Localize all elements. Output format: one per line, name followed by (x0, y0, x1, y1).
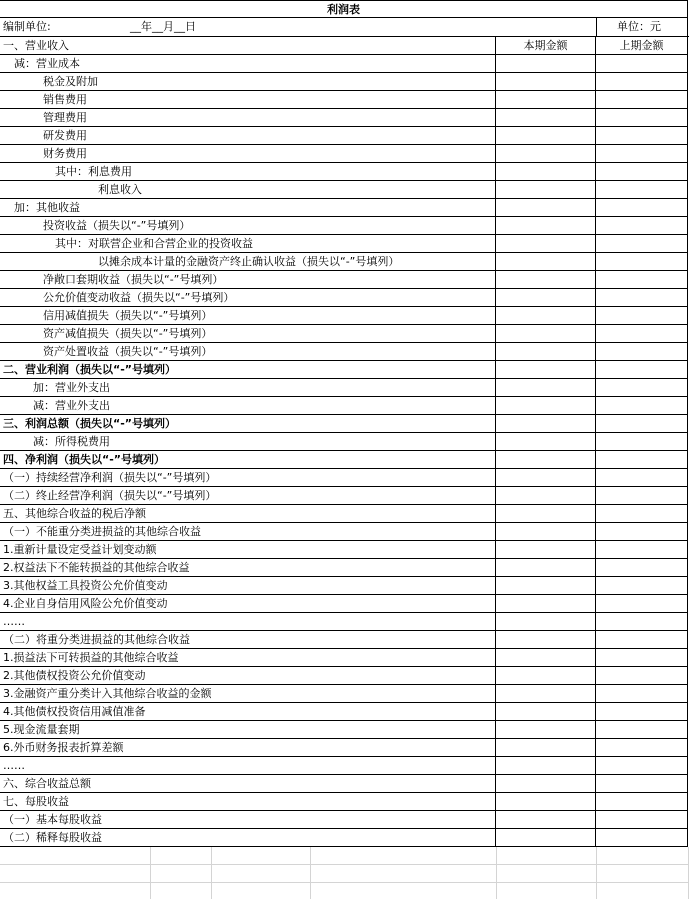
previous-amount-cell[interactable] (596, 379, 688, 397)
previous-amount-cell[interactable] (596, 703, 688, 721)
current-amount-cell[interactable] (496, 703, 596, 721)
table-row (0, 199, 689, 217)
previous-amount-cell[interactable] (596, 757, 688, 775)
table-row (0, 433, 689, 451)
current-amount-cell[interactable] (496, 613, 596, 631)
row-label: 3.金融资产重分类计入其他综合收益的金额 (0, 685, 496, 703)
table-row (0, 739, 689, 757)
previous-amount-cell[interactable] (596, 343, 688, 361)
previous-amount-cell[interactable] (596, 631, 688, 649)
table-row (0, 397, 689, 415)
current-amount-cell[interactable] (496, 109, 596, 127)
previous-amount-cell[interactable] (596, 685, 688, 703)
row-label: 信用减值损失（损失以“-”号填列） (0, 307, 496, 325)
current-amount-cell[interactable] (496, 559, 596, 577)
current-amount-cell[interactable] (496, 379, 596, 397)
previous-amount-cell[interactable] (596, 271, 688, 289)
row-label: 四、净利润（损失以“-”号填列） (0, 451, 496, 469)
table-row (0, 487, 689, 505)
previous-amount-cell[interactable] (596, 667, 688, 685)
previous-amount-cell[interactable] (596, 325, 688, 343)
table-row (0, 595, 689, 613)
previous-amount-cell[interactable] (596, 127, 688, 145)
current-amount-cell[interactable] (496, 523, 596, 541)
row-label: 资产处置收益（损失以“-”号填列） (0, 343, 496, 361)
current-amount-cell[interactable] (496, 127, 596, 145)
current-amount-cell[interactable] (496, 325, 596, 343)
table-row (0, 541, 689, 559)
row-label: 1.重新计量设定受益计划变动额 (0, 541, 496, 559)
previous-amount-cell[interactable] (596, 361, 688, 379)
current-amount-cell[interactable] (496, 541, 596, 559)
previous-amount-cell[interactable] (596, 721, 688, 739)
table-row (0, 811, 689, 829)
previous-amount-cell[interactable] (596, 487, 688, 505)
row-label: 2.其他债权投资公允价值变动 (0, 667, 496, 685)
row-label: 3.其他权益工具投资公允价值变动 (0, 577, 496, 595)
previous-amount-cell[interactable] (596, 55, 688, 73)
previous-amount-cell[interactable] (596, 523, 688, 541)
current-amount-cell[interactable] (496, 487, 596, 505)
table-row (0, 451, 689, 469)
current-amount-cell[interactable] (496, 217, 596, 235)
previous-amount-cell[interactable] (596, 199, 688, 217)
row-label: 以摊余成本计量的金融资产终止确认收益（损失以“-”号填列） (0, 253, 496, 271)
table-row (0, 37, 689, 55)
current-amount-cell[interactable] (496, 757, 596, 775)
current-amount-cell[interactable] (496, 181, 596, 199)
previous-amount-cell[interactable] (596, 397, 688, 415)
current-amount-cell[interactable] (496, 469, 596, 487)
previous-amount-cell[interactable] (596, 109, 688, 127)
previous-amount-cell[interactable] (596, 595, 688, 613)
table-row (0, 163, 689, 181)
table-row (0, 55, 689, 73)
current-amount-cell[interactable] (496, 163, 596, 181)
current-amount-cell[interactable] (496, 649, 596, 667)
row-label: …… (0, 757, 496, 775)
row-label: 二、营业利润（损失以“-”号填列） (0, 361, 496, 379)
row-label: 其中：对联营企业和合营企业的投资收益 (0, 235, 496, 253)
table-row (0, 217, 689, 235)
row-label: （一）不能重分类进损益的其他综合收益 (0, 523, 496, 541)
table-row (0, 829, 689, 847)
meta-row (0, 18, 689, 37)
previous-amount-cell[interactable] (596, 649, 688, 667)
current-amount-cell[interactable] (496, 199, 596, 217)
current-amount-cell[interactable] (496, 361, 596, 379)
table-row (0, 235, 689, 253)
row-label: 资产减值损失（损失以“-”号填列） (0, 325, 496, 343)
current-amount-cell[interactable] (496, 91, 596, 109)
previous-amount-cell[interactable] (596, 469, 688, 487)
previous-amount-cell[interactable] (596, 163, 688, 181)
current-amount-cell[interactable] (496, 667, 596, 685)
previous-amount-cell[interactable] (596, 613, 688, 631)
current-amount-cell[interactable] (496, 721, 596, 739)
current-amount-cell[interactable] (496, 739, 596, 757)
current-amount-cell[interactable] (496, 505, 596, 523)
current-amount-cell[interactable] (496, 397, 596, 415)
row-label: 减：营业成本 (0, 55, 496, 73)
current-amount-cell[interactable] (496, 271, 596, 289)
row-label: 管理费用 (0, 109, 496, 127)
table-row (0, 127, 689, 145)
table-row (0, 415, 689, 433)
row-label: 税金及附加 (0, 73, 496, 91)
row-label: （一）持续经营净利润（损失以“-”号填列） (0, 469, 496, 487)
table-row (0, 631, 689, 649)
table-row (0, 325, 689, 343)
row-label: 净敞口套期收益（损失以“-”号填列） (0, 271, 496, 289)
previous-amount-cell[interactable] (596, 829, 688, 847)
previous-amount-cell[interactable] (596, 181, 688, 199)
table-row (0, 577, 689, 595)
row-label: 4.企业自身信用风险公允价值变动 (0, 595, 496, 613)
row-label: （二）终止经营净利润（损失以“-”号填列） (0, 487, 496, 505)
table-row (0, 289, 689, 307)
table-row (0, 145, 689, 163)
table-row (0, 523, 689, 541)
row-label: （二）将重分类进损益的其他综合收益 (0, 631, 496, 649)
table-row (0, 685, 689, 703)
row-label: 投资收益（损失以“-”号填列） (0, 217, 496, 235)
table-row (0, 91, 689, 109)
current-amount-cell[interactable] (496, 343, 596, 361)
table-row (0, 613, 689, 631)
current-amount-cell[interactable] (496, 775, 596, 793)
row-label: 五、其他综合收益的税后净额 (0, 505, 496, 523)
table-row (0, 721, 689, 739)
previous-amount-cell[interactable] (596, 559, 688, 577)
previous-amount-cell[interactable] (596, 505, 688, 523)
previous-amount-cell[interactable] (596, 253, 688, 271)
row-label: 公允价值变动收益（损失以“-”号填列） (0, 289, 496, 307)
row-label: （一）基本每股收益 (0, 811, 496, 829)
row-label: 4.其他债权投资信用减值准备 (0, 703, 496, 721)
current-amount-cell[interactable] (496, 631, 596, 649)
current-amount-cell[interactable] (496, 595, 596, 613)
previous-amount-cell[interactable] (596, 145, 688, 163)
current-amount-cell[interactable] (496, 145, 596, 163)
current-amount-cell[interactable] (496, 811, 596, 829)
row-label: 六、综合收益总额 (0, 775, 496, 793)
header-previous-period[interactable]: 上期金额 (596, 37, 688, 55)
current-amount-cell[interactable] (496, 55, 596, 73)
table-row (0, 109, 689, 127)
table-row (0, 757, 689, 775)
table-row (0, 667, 689, 685)
table-row (0, 703, 689, 721)
currency-unit: 单位：元 (596, 18, 688, 36)
row-label: 研发费用 (0, 127, 496, 145)
row-label: 加：营业外支出 (0, 379, 496, 397)
header-current-period[interactable]: 本期金额 (496, 37, 596, 55)
previous-amount-cell[interactable] (596, 235, 688, 253)
table-row (0, 181, 689, 199)
table-row (0, 793, 689, 811)
previous-amount-cell[interactable] (596, 451, 688, 469)
row-label: 销售费用 (0, 91, 496, 109)
row-label: 1.损益法下可转损益的其他综合收益 (0, 649, 496, 667)
current-amount-cell[interactable] (496, 793, 596, 811)
table-row (0, 253, 689, 271)
previous-amount-cell[interactable] (596, 91, 688, 109)
row-label: 2.权益法下不能转损益的其他综合收益 (0, 559, 496, 577)
previous-amount-cell[interactable] (596, 811, 688, 829)
row-label: 财务费用 (0, 145, 496, 163)
row-label: （二）稀释每股收益 (0, 829, 496, 847)
row-label: 其中：利息费用 (0, 163, 496, 181)
current-amount-cell[interactable] (496, 577, 596, 595)
table-row (0, 505, 689, 523)
sheet-title: 利润表 (0, 0, 688, 18)
current-amount-cell[interactable] (496, 253, 596, 271)
current-amount-cell[interactable] (496, 289, 596, 307)
row-label: …… (0, 613, 496, 631)
previous-amount-cell[interactable] (596, 217, 688, 235)
row-label: 加：其他收益 (0, 199, 496, 217)
table-row (0, 307, 689, 325)
row-label: 七、每股收益 (0, 793, 496, 811)
table-row (0, 379, 689, 397)
previous-amount-cell[interactable] (596, 433, 688, 451)
table-row (0, 649, 689, 667)
row-label: 减：所得税费用 (0, 433, 496, 451)
previous-amount-cell[interactable] (596, 289, 688, 307)
current-amount-cell[interactable] (496, 433, 596, 451)
row-label: 减：营业外支出 (0, 397, 496, 415)
current-amount-cell[interactable] (496, 73, 596, 91)
current-amount-cell[interactable] (496, 829, 596, 847)
current-amount-cell[interactable] (496, 685, 596, 703)
row-label: 5.现金流量套期 (0, 721, 496, 739)
previous-amount-cell[interactable] (596, 307, 688, 325)
previous-amount-cell[interactable] (596, 775, 688, 793)
previous-amount-cell[interactable] (596, 577, 688, 595)
table-row (0, 271, 689, 289)
row-label: 利息收入 (0, 181, 496, 199)
table-row (0, 559, 689, 577)
previous-amount-cell[interactable] (596, 541, 688, 559)
table-row (0, 469, 689, 487)
row-label: 三、利润总额（损失以“-”号填列） (0, 415, 496, 433)
table-row (0, 361, 689, 379)
table-row (0, 73, 689, 91)
previous-amount-cell[interactable] (596, 415, 688, 433)
empty-grid (0, 847, 689, 899)
row-label: 一、营业收入 (0, 37, 496, 55)
table-row (0, 775, 689, 793)
table-row (0, 343, 689, 361)
row-label: 6.外币财务报表折算差额 (0, 739, 496, 757)
current-amount-cell[interactable] (496, 307, 596, 325)
report-date: __年__月__日 (130, 20, 196, 33)
current-amount-cell[interactable] (496, 451, 596, 469)
previous-amount-cell[interactable] (596, 793, 688, 811)
previous-amount-cell[interactable] (596, 73, 688, 91)
previous-amount-cell[interactable] (596, 739, 688, 757)
current-amount-cell[interactable] (496, 415, 596, 433)
current-amount-cell[interactable] (496, 235, 596, 253)
preparer-label: 编制单位: (3, 20, 51, 33)
